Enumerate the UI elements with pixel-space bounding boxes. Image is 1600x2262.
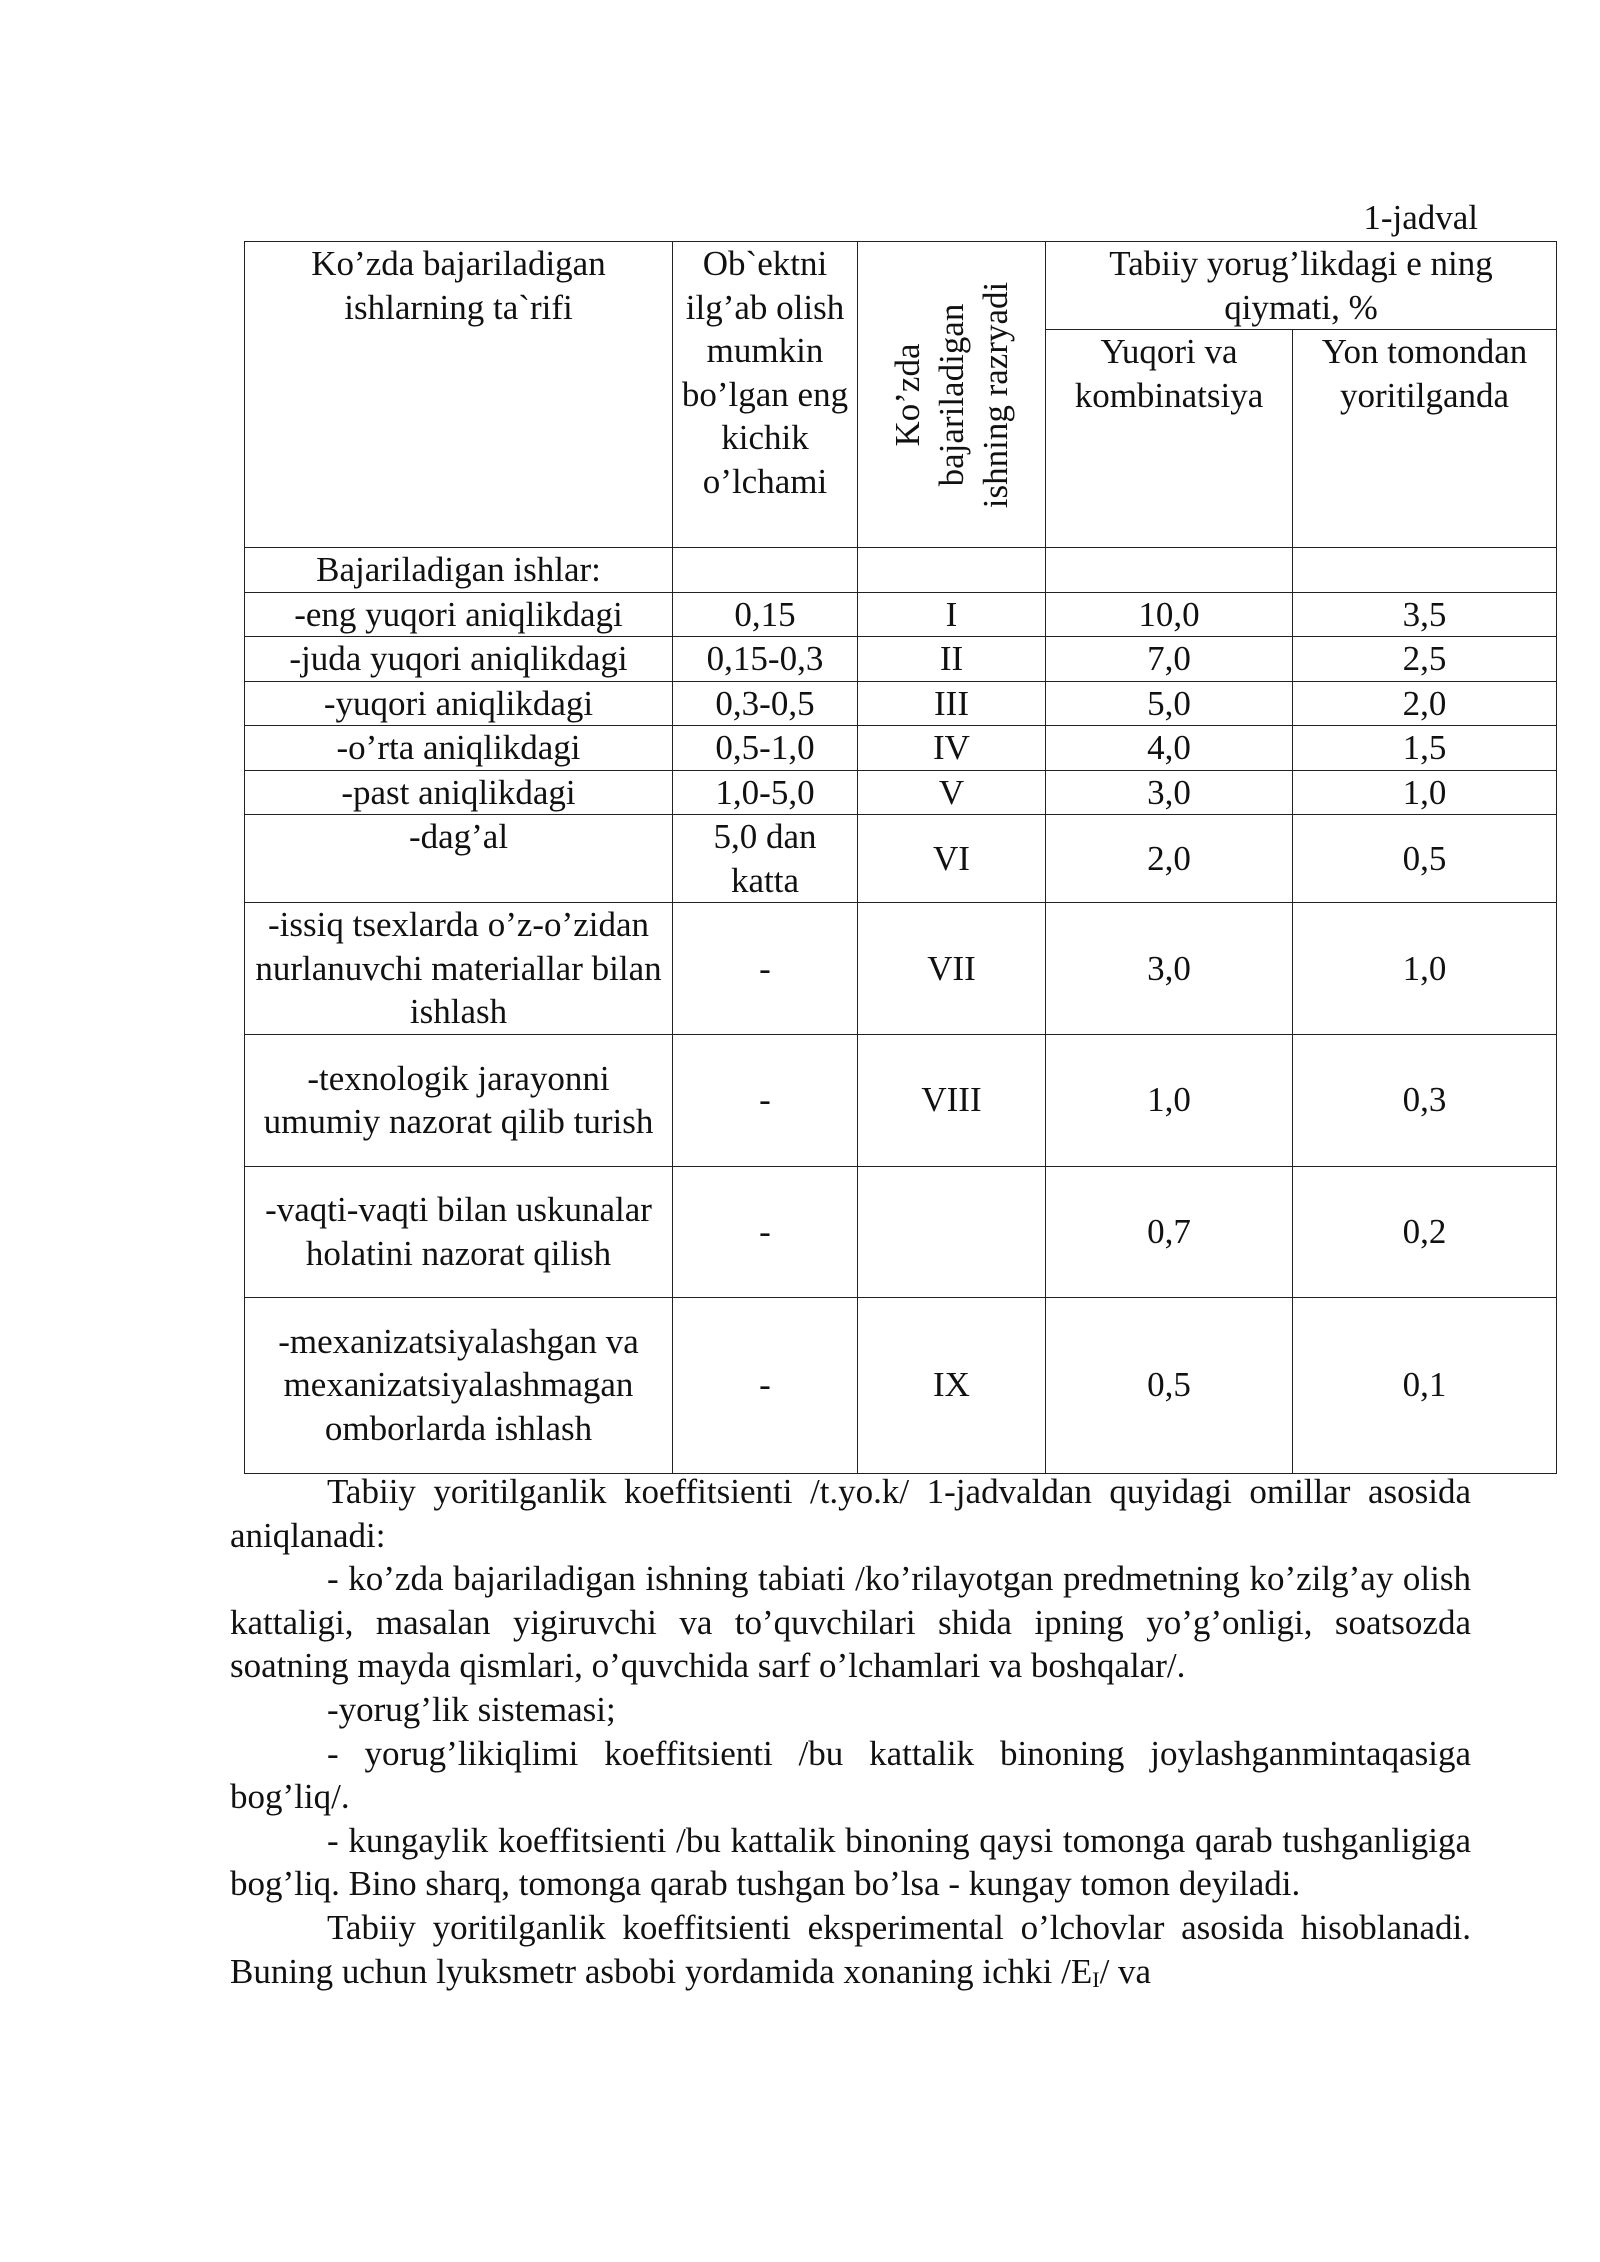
cell-grade: V	[858, 770, 1046, 815]
table-row	[245, 681, 1557, 726]
cell-description: -juda yuqori aniqlikdagi	[245, 637, 673, 682]
cell-grade: IV	[858, 726, 1046, 771]
cell-side-value: 2,0	[1293, 681, 1557, 726]
header-work-description: Ko’zda bajariladigan ishlarning ta`rifi	[245, 242, 673, 548]
cell-grade: VIII	[858, 1034, 1046, 1166]
table-row	[245, 726, 1557, 771]
subscript: I	[1092, 1966, 1100, 1992]
cell-side-value: 0,1	[1293, 1297, 1557, 1473]
section-label: Bajariladigan ishlar:	[245, 548, 673, 593]
section-empty-cell	[1293, 548, 1557, 593]
cell-side-value: 2,5	[1293, 637, 1557, 682]
cell-grade: VI	[858, 815, 1046, 903]
cell-side-value: 1,0	[1293, 903, 1557, 1035]
table-row	[245, 770, 1557, 815]
cell-side-value: 0,2	[1293, 1166, 1557, 1297]
cell-top-value: 0,7	[1046, 1166, 1293, 1297]
cell-grade: II	[858, 637, 1046, 682]
header-side-lighting: Yon tomondan yoritilganda	[1293, 330, 1557, 548]
header-work-grade	[858, 242, 1046, 548]
illumination-norms-table	[244, 241, 1557, 1474]
cell-min-size: 1,0-5,0	[673, 770, 858, 815]
paragraph	[230, 1906, 1471, 1993]
cell-min-size: 5,0 dan katta	[673, 815, 858, 903]
cell-grade: I	[858, 592, 1046, 637]
cell-min-size: -	[673, 1034, 858, 1166]
header-top-combined: Yuqori va kombinatsiya	[1046, 330, 1293, 548]
cell-grade	[858, 1166, 1046, 1297]
paragraph-text: / va	[1099, 1951, 1152, 1991]
header-min-object-size: Ob`ektni ilg’ab olish mumkin bo’lgan eng kichik o’lchami	[673, 242, 858, 548]
cell-min-size: -	[673, 903, 858, 1035]
cell-min-size: 0,15	[673, 592, 858, 637]
paragraph: -yorug’lik sistemasi;	[327, 1689, 616, 1729]
cell-top-value: 3,0	[1046, 903, 1293, 1035]
paragraph-text: Tabiiy yoritilganlik koeffitsienti eksperimental o’lchovlar asosida hisoblanadi. Buning uchun lyuksmetr asbobi yordamida xonaning ichki /E	[230, 1907, 1471, 1991]
cell-side-value: 1,5	[1293, 726, 1557, 771]
body-text	[230, 1470, 1471, 1993]
cell-description: -o’rta aniqlikdagi	[245, 726, 673, 771]
cell-description: -dag’al	[245, 815, 673, 903]
cell-top-value: 2,0	[1046, 815, 1293, 903]
cell-min-size: 0,15-0,3	[673, 637, 858, 682]
table-label: 1-jadval	[1363, 198, 1478, 237]
cell-description: -past aniqlikdagi	[245, 770, 673, 815]
cell-side-value: 0,3	[1293, 1034, 1557, 1166]
table-row	[245, 1297, 1557, 1473]
cell-side-value: 0,5	[1293, 815, 1557, 903]
cell-top-value: 1,0	[1046, 1034, 1293, 1166]
cell-min-size: 0,3-0,5	[673, 681, 858, 726]
header-work-grade-text: Ko’zda bajariladigan ishning razryadi	[887, 281, 1015, 508]
cell-description: -yuqori aniqlikdagi	[245, 681, 673, 726]
cell-top-value: 10,0	[1046, 592, 1293, 637]
section-empty-cell	[1046, 548, 1293, 593]
cell-min-size: 0,5-1,0	[673, 726, 858, 771]
cell-top-value: 3,0	[1046, 770, 1293, 815]
cell-description: -issiq tsexlarda o’z-o’zidan nurlanuvchi materiallar bilan ishlash	[245, 903, 673, 1035]
table-row	[245, 637, 1557, 682]
table-row	[245, 592, 1557, 637]
cell-description: -vaqti-vaqti bilan uskunalar holatini nazorat qilish	[245, 1166, 673, 1297]
paragraph: - kungaylik koeffitsienti /bu kattalik binoning qaysi tomonga qarab tushganligiga bog’liq. Bino sharq, tomonga qarab tushgan bo’lsa - kungay tomon deyiladi.	[230, 1820, 1471, 1904]
table-row	[245, 903, 1557, 1035]
cell-top-value: 7,0	[1046, 637, 1293, 682]
cell-grade: IX	[858, 1297, 1046, 1473]
cell-grade: VII	[858, 903, 1046, 1035]
header-daylight-factor-group: Tabiiy yorug’likdagi e ning qiymati, %	[1046, 242, 1557, 330]
section-empty-cell	[858, 548, 1046, 593]
cell-min-size: -	[673, 1166, 858, 1297]
table-row	[245, 815, 1557, 903]
cell-top-value: 0,5	[1046, 1297, 1293, 1473]
cell-side-value: 1,0	[1293, 770, 1557, 815]
paragraph: Tabiiy yoritilganlik koeffitsienti /t.yo.k/ 1-jadvaldan quyidagi omillar asosida aniqlanadi:	[230, 1472, 1471, 1555]
cell-grade: III	[858, 681, 1046, 726]
cell-description: -eng yuqori aniqlikdagi	[245, 592, 673, 637]
table-row	[245, 1034, 1557, 1166]
section-empty-cell	[673, 548, 858, 593]
cell-min-size: -	[673, 1297, 858, 1473]
paragraph: - yorug’likiqlimi koeffitsienti /bu kattalik binoning joylashganmintaqasiga bog’liq/.	[230, 1733, 1471, 1817]
paragraph: - ko’zda bajariladigan ishning tabiati /ko’rilayotgan predmetning ko’zilg’ay olish kattaligi, masalan yigiruvchi va to’quvchilari shida ipning yo’g’onligi, soatsozda soatning mayda qismlari, o’quvchida sarf o’lchamlari va boshqalar/.	[230, 1559, 1471, 1686]
cell-description: -mexanizatsiyalashgan va mexanizatsiyalashmagan omborlarda ishlash	[245, 1297, 673, 1473]
cell-side-value: 3,5	[1293, 592, 1557, 637]
cell-top-value: 4,0	[1046, 726, 1293, 771]
cell-description: -texnologik jarayonni umumiy nazorat qilib turish	[245, 1034, 673, 1166]
table-row	[245, 1166, 1557, 1297]
cell-top-value: 5,0	[1046, 681, 1293, 726]
